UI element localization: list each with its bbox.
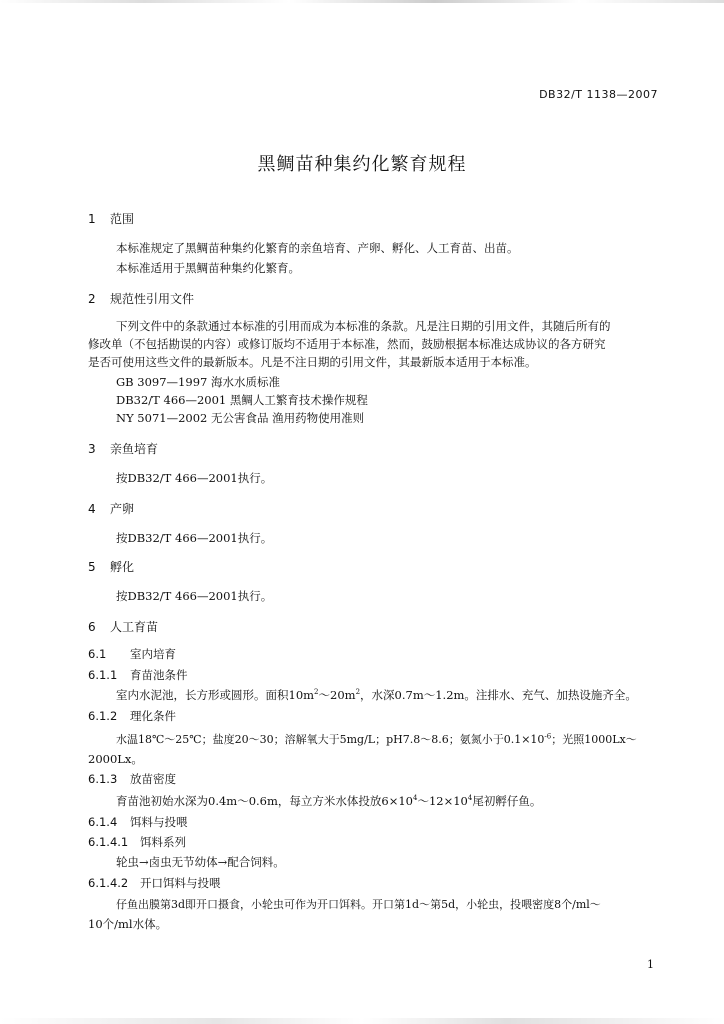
subsection-6-1-4-2-heading xyxy=(88,875,221,891)
section-title: 产卵 xyxy=(110,502,135,516)
section-1-heading xyxy=(88,210,134,227)
section-title: 孵化 xyxy=(110,560,135,574)
section-number: 6 xyxy=(88,620,96,634)
section-title: 规范性引用文件 xyxy=(110,292,195,306)
superscript: 2 xyxy=(355,688,361,697)
section-5-heading xyxy=(88,558,134,575)
reference-item: GB 3097—1997 海水水质标准 xyxy=(116,375,280,389)
reference-item: DB32/T 466—2001 黑鲷人工繁育技术操作规程 xyxy=(116,393,368,407)
section-title: 范围 xyxy=(110,212,135,226)
text-run: 尾初孵仔鱼。 xyxy=(472,794,542,808)
text-run: ～20m xyxy=(318,688,356,702)
subsection-6-1-2-heading xyxy=(88,708,176,724)
section-number: 6.1.4.1 xyxy=(88,835,129,849)
document-title: 黑鲷苗种集约化繁育规程 xyxy=(257,154,467,175)
section-number: 6.1.3 xyxy=(88,772,118,786)
paragraph xyxy=(116,793,541,809)
section-title: 饵料与投喂 xyxy=(130,815,188,829)
reference-item: NY 5071—2002 无公害食品 渔用药物使用准则 xyxy=(116,411,365,425)
paragraph: 按DB32/T 466—2001执行。 xyxy=(116,589,273,603)
paragraph-line: 2000Lx。 xyxy=(88,752,143,766)
subsection-6-1-4-1-heading xyxy=(88,834,186,850)
section-number: 2 xyxy=(88,292,96,306)
section-title: 人工育苗 xyxy=(110,620,159,634)
paragraph-line: 下列文件中的条款通过本标准的引用而成为本标准的条款。凡是注日期的引用文件，其随后所有的 xyxy=(116,319,611,333)
section-title: 放苗密度 xyxy=(130,772,176,786)
superscript: -6 xyxy=(544,732,552,741)
section-number: 6.1.4.2 xyxy=(88,876,129,890)
standard-number: DB32/T 1138—2007 xyxy=(539,88,658,101)
section-6-heading xyxy=(88,618,158,635)
paragraph-line xyxy=(116,731,637,747)
section-number: 4 xyxy=(88,502,96,516)
section-title: 开口饵料与投喂 xyxy=(140,876,221,890)
subsection-6-1-1-heading xyxy=(88,667,188,683)
section-number: 6.1.1 xyxy=(88,668,118,682)
section-number: 6.1.4 xyxy=(88,815,118,829)
section-number: 3 xyxy=(88,442,96,456)
section-3-heading xyxy=(88,440,158,457)
text-run: ；光照1000Lx～ xyxy=(551,733,637,746)
paragraph: 本标准规定了黑鲷苗种集约化繁育的亲鱼培育、产卵、孵化、人工育苗、出苗。 xyxy=(116,241,519,255)
section-number: 1 xyxy=(88,212,96,226)
superscript: 4 xyxy=(467,794,473,803)
scan-edge-top xyxy=(0,0,724,3)
section-2-heading xyxy=(88,290,194,307)
text-run: ～12×10 xyxy=(417,794,468,808)
section-title: 理化条件 xyxy=(130,709,176,723)
paragraph-line: 修改单（不包括勘误的内容）或修订版均不适用于本标准，然而，鼓励根据本标准达成协议的各方研究 xyxy=(88,337,606,351)
page-number: 1 xyxy=(647,958,654,971)
paragraph: 按DB32/T 466—2001执行。 xyxy=(116,471,273,485)
subsection-6-1-4-heading xyxy=(88,814,188,830)
superscript: 2 xyxy=(314,688,319,697)
text-run: ，水深0.7m～1.2m。注排水、充气、加热设施齐全。 xyxy=(360,688,637,702)
scan-edge-bottom xyxy=(0,1018,724,1024)
section-number: 5 xyxy=(88,560,96,574)
paragraph: 按DB32/T 466—2001执行。 xyxy=(116,531,273,545)
paragraph-line: 10个/ml水体。 xyxy=(88,917,168,931)
section-title: 亲鱼培育 xyxy=(110,442,159,456)
section-4-heading xyxy=(88,500,134,517)
paragraph xyxy=(116,687,637,703)
subsection-6-1-heading xyxy=(88,646,176,662)
paragraph-line: 仔鱼出膜第3d即开口摄食，小轮虫可作为开口饵料。开口第1d～第5d，小轮虫，投喂密度8个/ml～ xyxy=(116,898,601,911)
paragraph-line: 是否可使用这些文件的最新版本。凡是不注日期的引用文件，其最新版本适用于本标准。 xyxy=(88,355,537,369)
text-run: 室内水泥池，长方形或圆形。面积10m xyxy=(116,688,315,702)
subsection-6-1-3-heading xyxy=(88,771,176,787)
text-run: 育苗池初始水深为0.4m～0.6m，每立方米水体投放6×10 xyxy=(116,794,413,808)
paragraph: 轮虫→卤虫无节幼体→配合饲料。 xyxy=(116,855,285,869)
section-title: 饵料系列 xyxy=(140,835,186,849)
superscript: 4 xyxy=(412,794,418,803)
text-run: 水温18℃～25℃；盐度20～30；溶解氧大于5mg/L；pH7.8～8.6；氨氮小于0.1×10 xyxy=(116,733,545,746)
paragraph: 本标准适用于黑鲷苗种集约化繁育。 xyxy=(116,261,300,275)
section-number: 6.1 xyxy=(88,647,107,661)
section-title: 室内培育 xyxy=(130,647,176,661)
section-title: 育苗池条件 xyxy=(130,668,188,682)
section-number: 6.1.2 xyxy=(88,709,118,723)
